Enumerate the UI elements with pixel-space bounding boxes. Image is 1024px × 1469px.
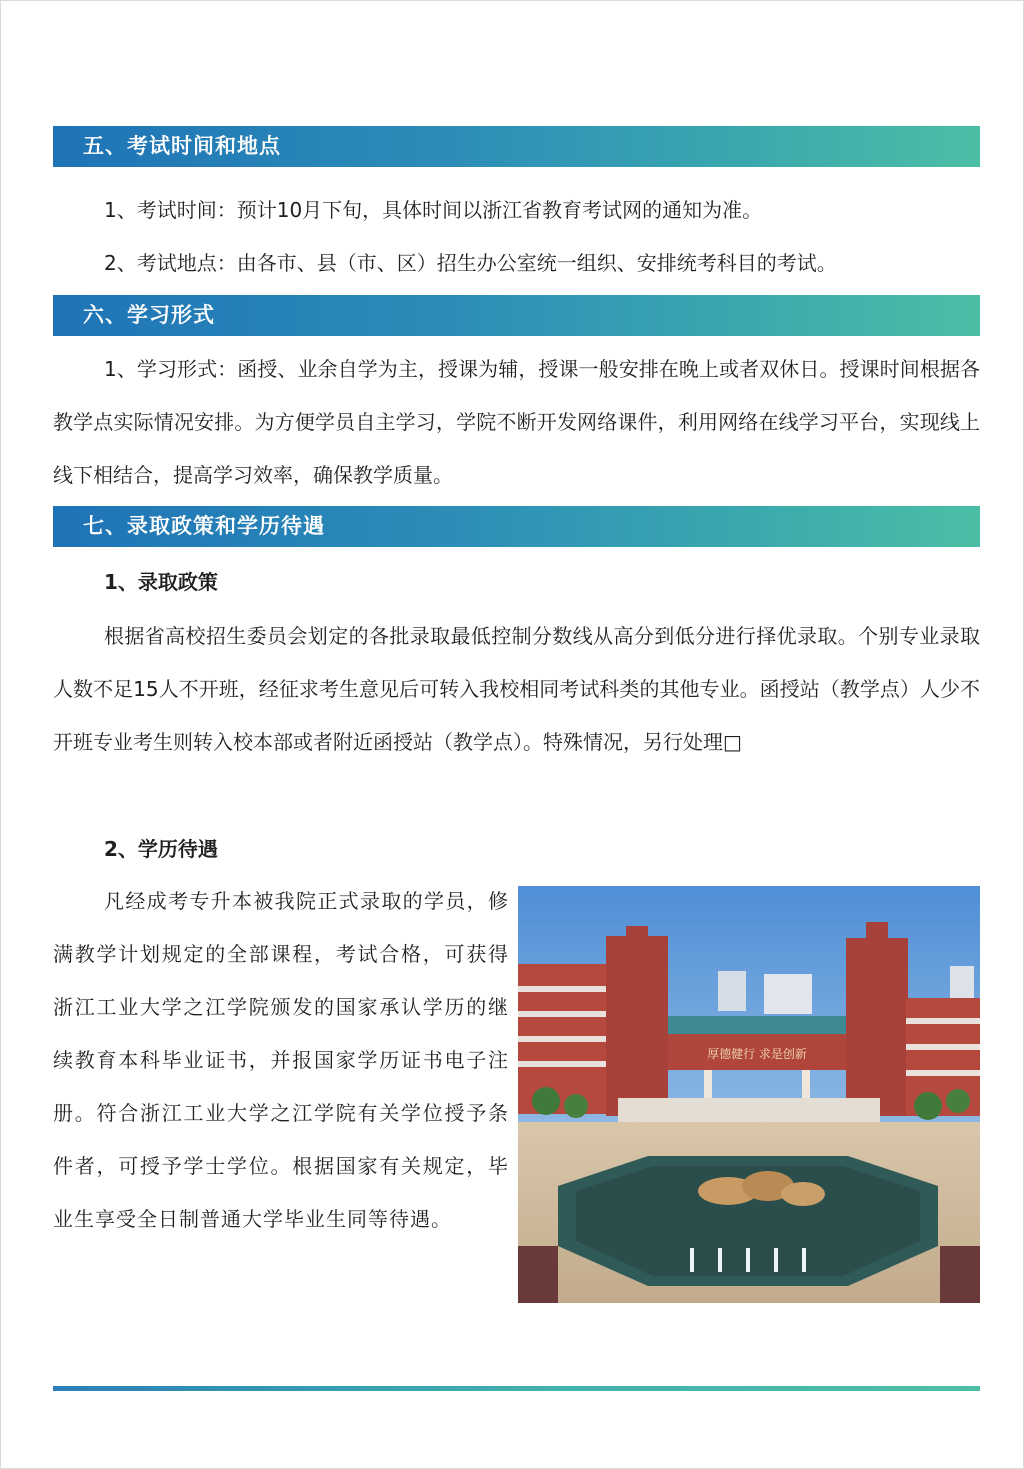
gate-inscription: 厚德健行 求是创新	[707, 1047, 807, 1061]
section-header-admission-policy	[53, 506, 980, 547]
bottom-divider	[53, 1386, 980, 1391]
section-header-exam-time-place	[53, 126, 980, 167]
section-title: 七、录取政策和学历待遇	[83, 514, 325, 538]
degree-treatment-subheading: 2、学历待遇	[104, 837, 218, 861]
campus-photo	[518, 886, 980, 1303]
admission-policy-paragraph: 根据省高校招生委员会划定的各批录取最低控制分数线从高分到低分进行择优录取。个别专业录取人数不足15人不开班，经征求考生意见后可转入我校相同考试科类的其他专业。函授站（教学点）人少不开班专业考生则转入校本部或者附近函授站（教学点）。特殊情况，另行处理□	[53, 624, 980, 754]
exam-place-item: 2、考试地点：由各市、县（市、区）招生办公室统一组织、安排统考科目的考试。	[104, 251, 837, 275]
section-title: 五、考试时间和地点	[83, 134, 281, 158]
admission-policy-subheading: 1、录取政策	[104, 570, 218, 594]
study-form-paragraph: 1、学习形式：函授、业余自学为主，授课为辅，授课一般安排在晚上或者双休日。授课时间根据各教学点实际情况安排。为方便学员自主学习，学院不断开发网络课件，利用网络在线学习平台，实现线上线下相结合，提高学习效率，确保教学质量。	[53, 357, 980, 487]
section-header-study-form	[53, 295, 980, 336]
section-title: 六、学习形式	[83, 303, 215, 327]
exam-time-item: 1、考试时间：预计10月下旬，具体时间以浙江省教育考试网的通知为准。	[104, 198, 763, 222]
degree-treatment-paragraph: 凡经成考专升本被我院正式录取的学员，修满教学计划规定的全部课程，考试合格，可获得浙江工业大学之江学院颁发的国家承认学历的继续教育本科毕业证书，并报国家学历证书电子注册。符合浙江工业大学之江学院有关学位授予条件者，可授予学士学位。根据国家有关规定，毕业生享受全日制普通大学毕业生同等待遇。	[53, 889, 509, 1231]
